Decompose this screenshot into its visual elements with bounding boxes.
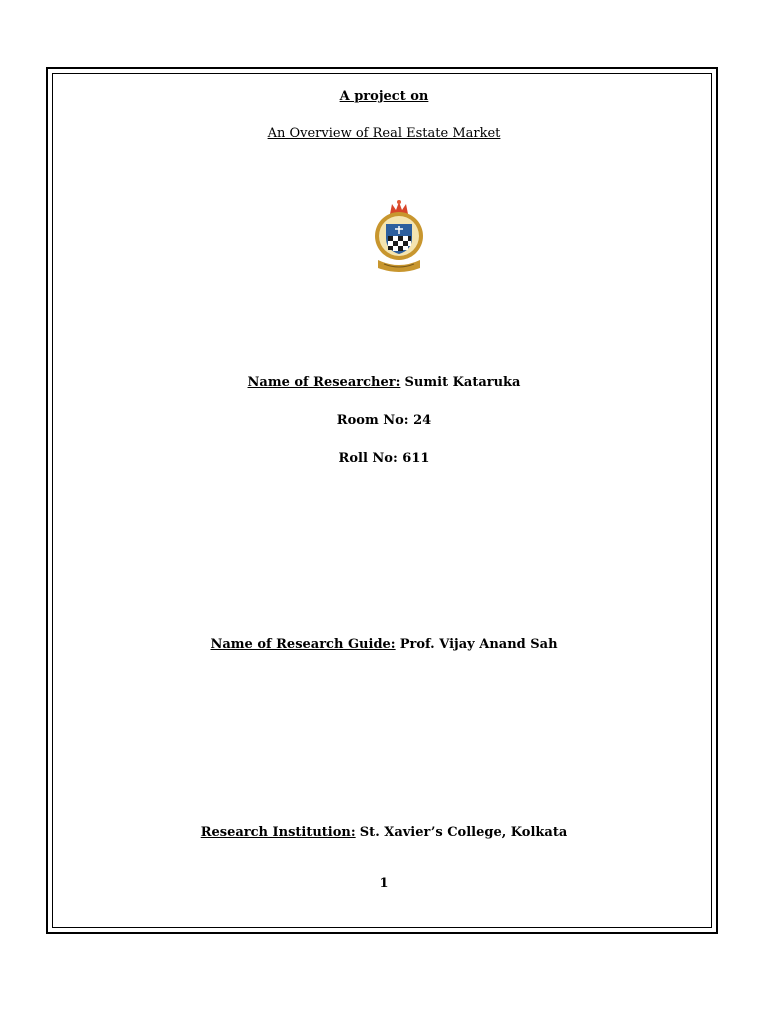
- room-number: Room No: 24: [336, 413, 432, 428]
- crest-checkerboard: [388, 236, 411, 251]
- researcher-name: Sumit Kataruka: [404, 375, 521, 390]
- crest-crown-top: [397, 200, 401, 204]
- project-title: An Overview of Real Estate Market: [267, 126, 501, 141]
- page-number: 1: [379, 876, 389, 891]
- institution-name: St. Xavier’s College, Kolkata: [359, 825, 568, 840]
- roll-line: [0, 451, 768, 467]
- room-line: [0, 413, 768, 429]
- guide-name: Prof. Vijay Anand Sah: [399, 637, 558, 652]
- researcher-label: Name of Researcher:: [247, 375, 401, 390]
- guide-label: Name of Research Guide:: [210, 637, 396, 652]
- crest-ribbon: [378, 260, 420, 272]
- institution-line: [0, 825, 768, 841]
- project-heading: A project on: [339, 89, 429, 104]
- guide-line: [0, 637, 768, 653]
- heading-line: [0, 89, 768, 105]
- institution-label: Research Institution:: [200, 825, 356, 840]
- page-number-line: [0, 876, 768, 892]
- roll-number: Roll No: 611: [338, 451, 430, 466]
- college-crest-icon: [364, 198, 434, 278]
- title-line: [0, 126, 768, 142]
- researcher-line: [0, 375, 768, 391]
